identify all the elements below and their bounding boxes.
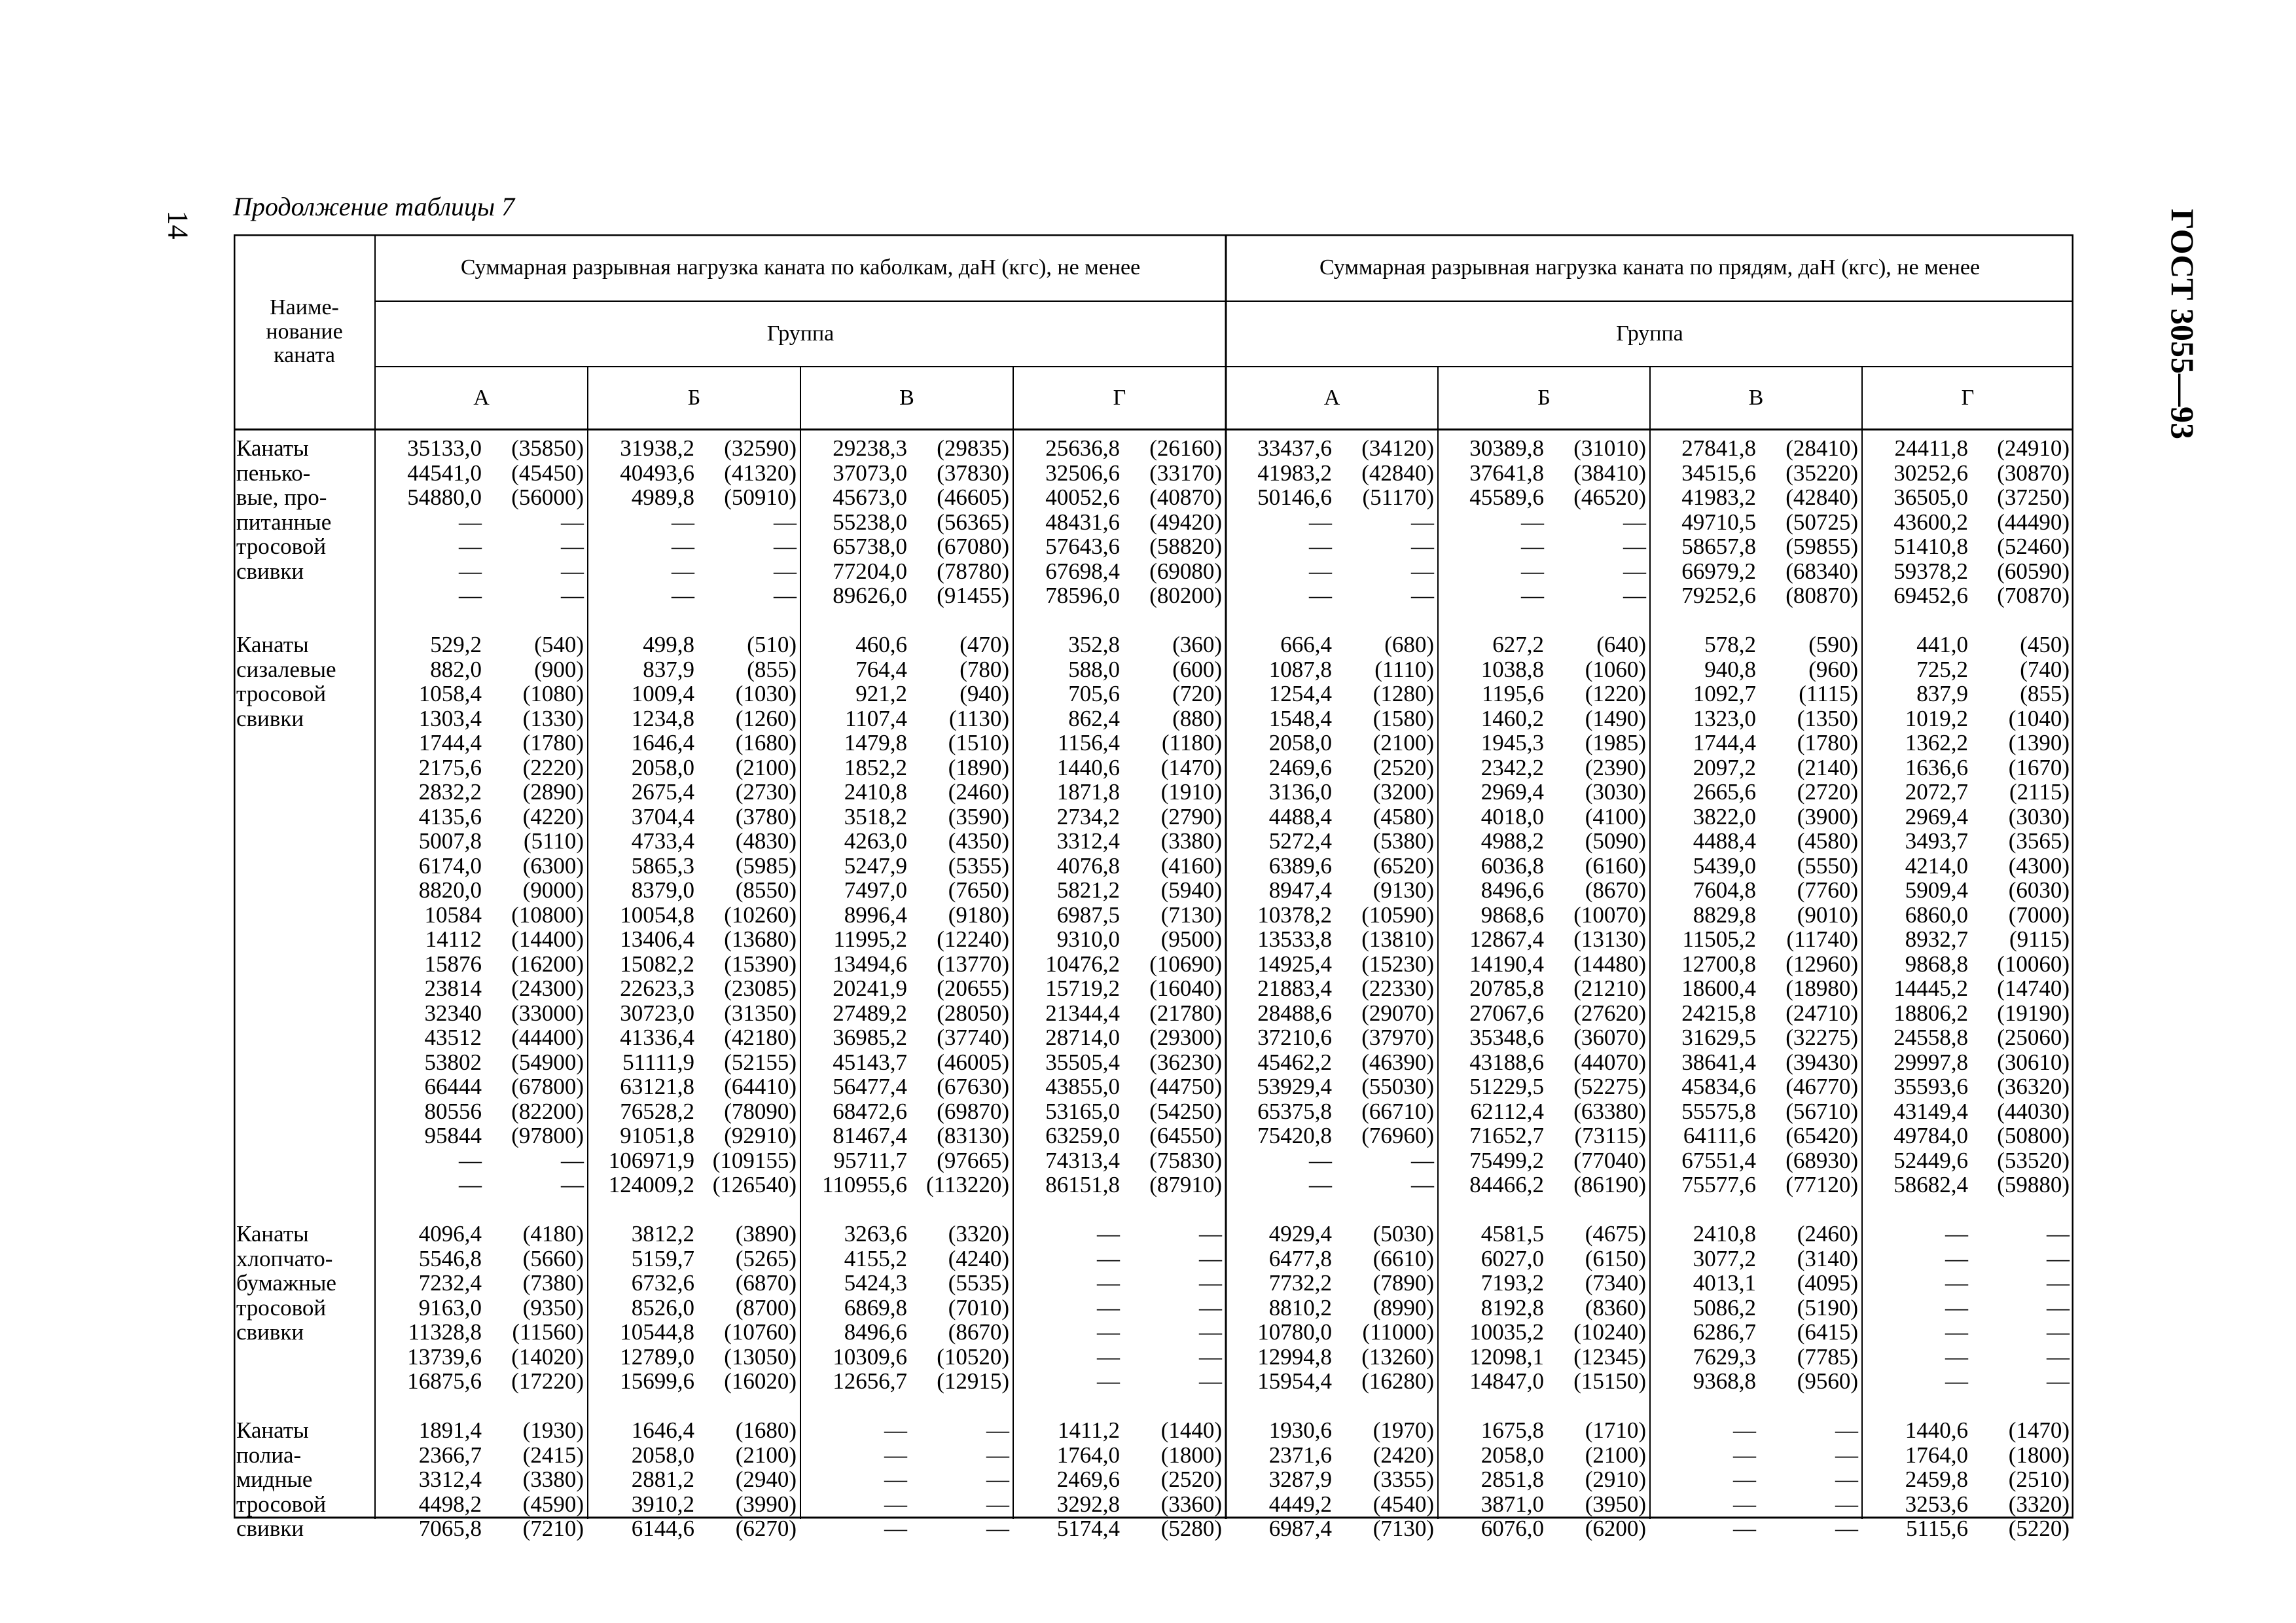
- value-column-kgs: (32590) (41320) (50910) — — — — (510) (855) (1030) (1260) (1680) (2100) (2730) (3780) (4830) (5985) (8550) (10260) (13680) (15390) (23085) (31350) (42180) (52155) (64410) (78090) (92910) (109155) (126540) (3890) (5265) (6870) (8700) (10760) (13050) (16020) (1680) (2100) (2940) (3990) (6270): [712, 435, 797, 1541]
- value-column-dan: 29238,3 37073,0 45673,0 55238,0 65738,0 77204,0 89626,0 460,6 764,4 921,2 1107,4 1479,8 1852,2 2410,8 3518,2 4263,0 5247,9 7497,0 8996,4 11995,2 13494,6 20241,9 27489,2 36985,2 45143,7 56477,4 68472,6 81467,4 95711,7 110955,6 3263,6 4155,2 5424,3 6869,8 8496,6 10309,6 12656,7 — — — — —: [822, 435, 907, 1541]
- value-column-kgs: (29835) (37830) (46605) (56365) (67080) (78780) (91455) (470) (780) (940) (1130) (1510) (1890) (2460) (3590) (4350) (5355) (7650) (9180) (12240) (13770) (20655) (28050) (37740) (46005) (67630) (69870) (83130) (97665) (113220) (3320) (4240) (5535) (7010) (8670) (10520) (12915) — — — — —: [925, 435, 1009, 1541]
- header-rope-name: [234, 234, 375, 429]
- header-load-by-yarns: Суммарная разрывная нагрузка каната по каболкам, даН (кгс), не менее: [460, 255, 1141, 280]
- header-group-strands: Группа: [1616, 321, 1683, 346]
- header-group-yarns: Группа: [766, 321, 834, 346]
- page-number: 14: [162, 210, 194, 240]
- value-column-dan: 24411,8 30252,6 36505,0 43600,2 51410,8 59378,2 69452,6 441,0 725,2 837,9 1019,2 1362,2 1636,6 2072,7 2969,4 3493,7 4214,0 5909,4 6860,0 8932,7 9868,8 14445,2 18806,2 24558,8 29997,8 35593,6 43149,4 49784,0 52449,6 58682,4 — — — — — — — 1440,6 1764,0 2459,8 3253,6 5115,6: [1893, 435, 1968, 1541]
- value-column-dan: 30389,8 37641,8 45589,6 — — — — 627,2 1038,8 1195,6 1460,2 1945,3 2342,2 2969,4 4018,0 4988,2 6036,8 8496,6 9868,6 12867,4 14190,4 20785,8 27067,6 35348,6 43188,6 51229,5 62112,4 71652,7 75499,2 84466,2 4581,5 6027,0 7193,2 8192,8 10035,2 12098,1 14847,0 1675,8 2058,0 2851,8 3871,0 6076,0: [1469, 435, 1544, 1541]
- table-caption: Продолжение таблицы 7: [233, 192, 515, 221]
- group-header-cell: Б: [1537, 385, 1551, 410]
- value-column-dan: 25636,8 32506,6 40052,6 48431,6 57643,6 67698,4 78596,0 352,8 588,0 705,6 862,4 1156,4 1440,6 1871,8 2734,2 3312,4 4076,8 5821,2 6987,5 9310,0 10476,2 15719,2 21344,4 28714,0 35505,4 43855,0 53165,0 63259,0 74313,4 86151,8 — — — — — — — 1411,2 1764,0 2469,6 3292,8 5174,4: [1045, 435, 1120, 1541]
- rope-name-column: Канаты пенько- вые, про- питанные тросовой свивки Канаты сизалевые тросовой свивки Канаты хлопчато- бумажные тросовой свивки Канаты полиа- мидные тросовой свивки: [236, 435, 336, 1541]
- value-column-dan: 27841,8 34515,6 41983,2 49710,5 58657,8 66979,2 79252,6 578,2 940,8 1092,7 1323,0 1744,4 2097,2 2665,6 3822,0 4488,4 5439,0 7604,8 8829,8 11505,2 12700,8 18600,4 24215,8 31629,5 38641,4 45834,6 55575,8 64111,6 67551,4 75577,6 2410,8 3077,2 4013,1 5086,2 6286,7 7629,3 9368,8 — — — — —: [1681, 435, 1756, 1541]
- standard-title: ГОСТ 3055—93: [2164, 209, 2201, 440]
- group-header-cell: А: [473, 385, 490, 410]
- value-column-kgs: (26160) (33170) (40870) (49420) (58820) (69080) (80200) (360) (600) (720) (880) (1180) (1470) (1910) (2790) (3380) (4160) (5940) (7130) (9500) (10690) (16040) (21780) (29300) (36230) (44750) (54250) (64550) (75830) (87910) — — — — — — — (1440) (1800) (2520) (3360) (5280): [1149, 435, 1222, 1541]
- group-header-cell: Б: [687, 385, 701, 410]
- data-table: [234, 234, 2073, 1541]
- value-column-kgs: (28410) (35220) (42840) (50725) (59855) (68340) (80870) (590) (960) (1115) (1350) (1780) (2140) (2720) (3900) (4580) (5550) (7760) (9010) (11740) (12960) (18980) (24710) (32275) (39430) (46770) (56710) (65420) (68930) (77120) (2460) (3140) (4095) (5190) (6415) (7785) (9560) — — — — —: [1785, 435, 1858, 1541]
- value-column-dan: 35133,0 44541,0 54880,0 — — — — 529,2 882,0 1058,4 1303,4 1744,4 2175,6 2832,2 4135,6 5007,8 6174,0 8820,0 10584 14112 15876 23814 32340 43512 53802 66444 80556 95844 — — 4096,4 5546,8 7232,4 9163,0 11328,8 13739,6 16875,6 1891,4 2366,7 3312,4 4498,2 7065,8: [407, 435, 482, 1541]
- value-column-dan: 31938,2 40493,6 4989,8 — — — — 499,8 837,9 1009,4 1234,8 1646,4 2058,0 2675,4 3704,4 4733,4 5865,3 8379,0 10054,8 13406,4 15082,2 22623,3 30723,0 41336,4 51111,9 63121,8 76528,2 91051,8 106971,9 124009,2 3812,2 5159,7 6732,6 8526,0 10544,8 12789,0 15699,6 1646,4 2058,0 2881,2 3910,2 6144,6: [608, 435, 694, 1541]
- group-header-cell: В: [899, 385, 914, 410]
- value-column-kgs: (34120) (42840) (51170) — — — — (680) (1110) (1280) (1580) (2100) (2520) (3200) (4580) (5380) (6520) (9130) (10590) (13810) (15230) (22330) (29070) (37970) (46390) (55030) (66710) (76960) — — (5030) (6610) (7890) (8990) (11000) (13260) (16280) (1970) (2420) (3355) (4540) (7130): [1361, 435, 1434, 1541]
- value-column-kgs: (24910) (30870) (37250) (44490) (52460) (60590) (70870) (450) (740) (855) (1040) (1390) (1670) (2115) (3030) (3565) (4300) (6030) (7000) (9115) (10060) (14740) (19190) (25060) (30610) (36320) (44030) (50800) (53520) (59880) — — — — — — — (1470) (1800) (2510) (3320) (5220): [1997, 435, 2070, 1541]
- value-column-kgs: (35850) (45450) (56000) — — — — (540) (900) (1080) (1330) (1780) (2220) (2890) (4220) (5110) (6300) (9000) (10800) (14400) (16200) (24300) (33000) (44400) (54900) (67800) (82200) (97800) — — (4180) (5660) (7380) (9350) (11560) (14020) (17220) (1930) (2415) (3380) (4590) (7210): [511, 435, 584, 1541]
- group-header-cell: Г: [1961, 385, 1975, 410]
- group-header-cell: В: [1748, 385, 1764, 410]
- group-header-cell: А: [1323, 385, 1340, 410]
- group-header-cell: Г: [1113, 385, 1126, 410]
- value-column-kgs: (31010) (38410) (46520) — — — — (640) (1060) (1220) (1490) (1985) (2390) (3030) (4100) (5090) (6160) (8670) (10070) (13130) (14480) (21210) (27620) (36070) (44070) (52275) (63380) (73115) (77040) (86190) (4675) (6150) (7340) (8360) (10240) (12345) (15150) (1710) (2100) (2910) (3950) (6200): [1573, 435, 1646, 1541]
- header-load-by-strands: Суммарная разрывная нагрузка каната по прядям, даН (кгс), не менее: [1319, 255, 1981, 280]
- value-column-dan: 33437,6 41983,2 50146,6 — — — — 666,4 1087,8 1254,4 1548,4 2058,0 2469,6 3136,0 4488,4 5272,4 6389,6 8947,4 10378,2 13533,8 14925,4 21883,4 28488,6 37210,6 45462,2 53929,4 65375,8 75420,8 — — 4929,4 6477,8 7732,2 8810,2 10780,0 12994,8 15954,4 1930,6 2371,6 3287,9 4449,2 6987,4: [1257, 435, 1332, 1541]
- header-rope-name-text: Наиме- нование каната: [266, 295, 343, 368]
